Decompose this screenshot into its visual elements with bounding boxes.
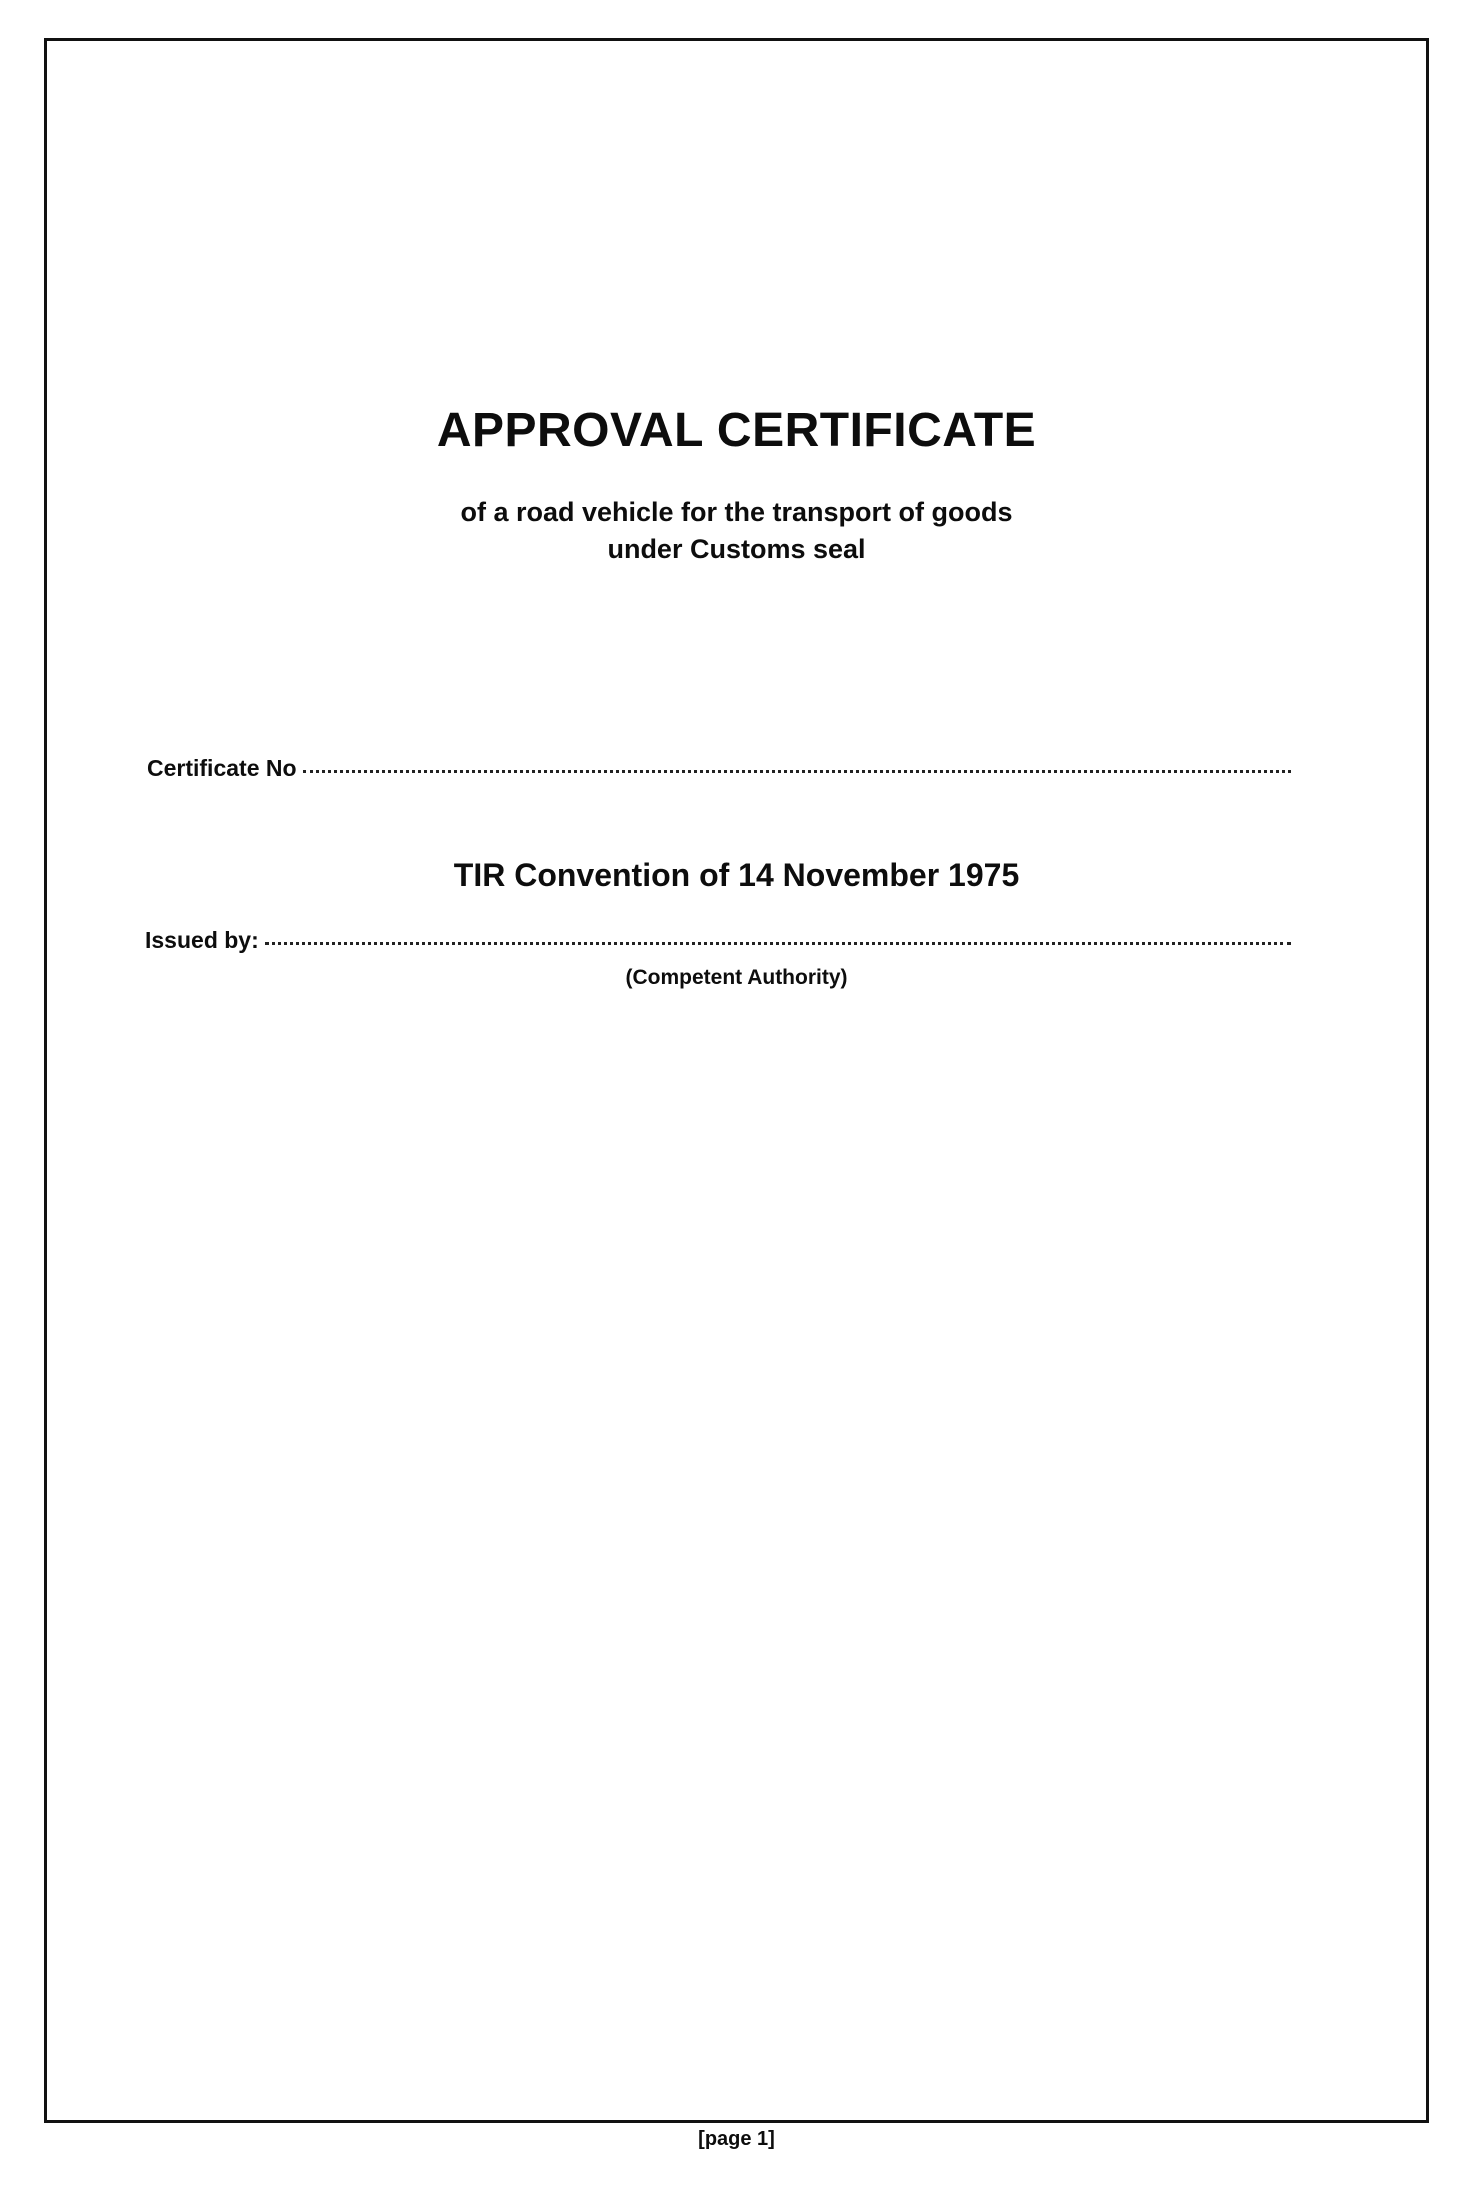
competent-authority-caption: (Competent Authority) — [625, 966, 848, 989]
page-frame — [44, 38, 1429, 2150]
certificate-number-label: Certificate No — [147, 755, 297, 781]
certificate-title: APPROVAL CERTIFICATE — [436, 404, 1037, 457]
issued-by-field[interactable] — [145, 927, 1291, 954]
subtitle-line-1: of a road vehicle for the transport of goods — [460, 497, 1013, 527]
certificate-number-dotted-line[interactable] — [303, 769, 1291, 773]
subtitle-line-2: under Customs seal — [607, 534, 866, 564]
page-number: [page 1] — [698, 2128, 775, 2150]
issued-by-label: Issued by: — [145, 927, 259, 953]
issued-by-dotted-line[interactable] — [265, 941, 1291, 945]
certificate-number-field[interactable] — [147, 755, 1291, 782]
certificate-subtitle — [47, 494, 1426, 568]
convention-heading: TIR Convention of 14 November 1975 — [453, 857, 1020, 893]
